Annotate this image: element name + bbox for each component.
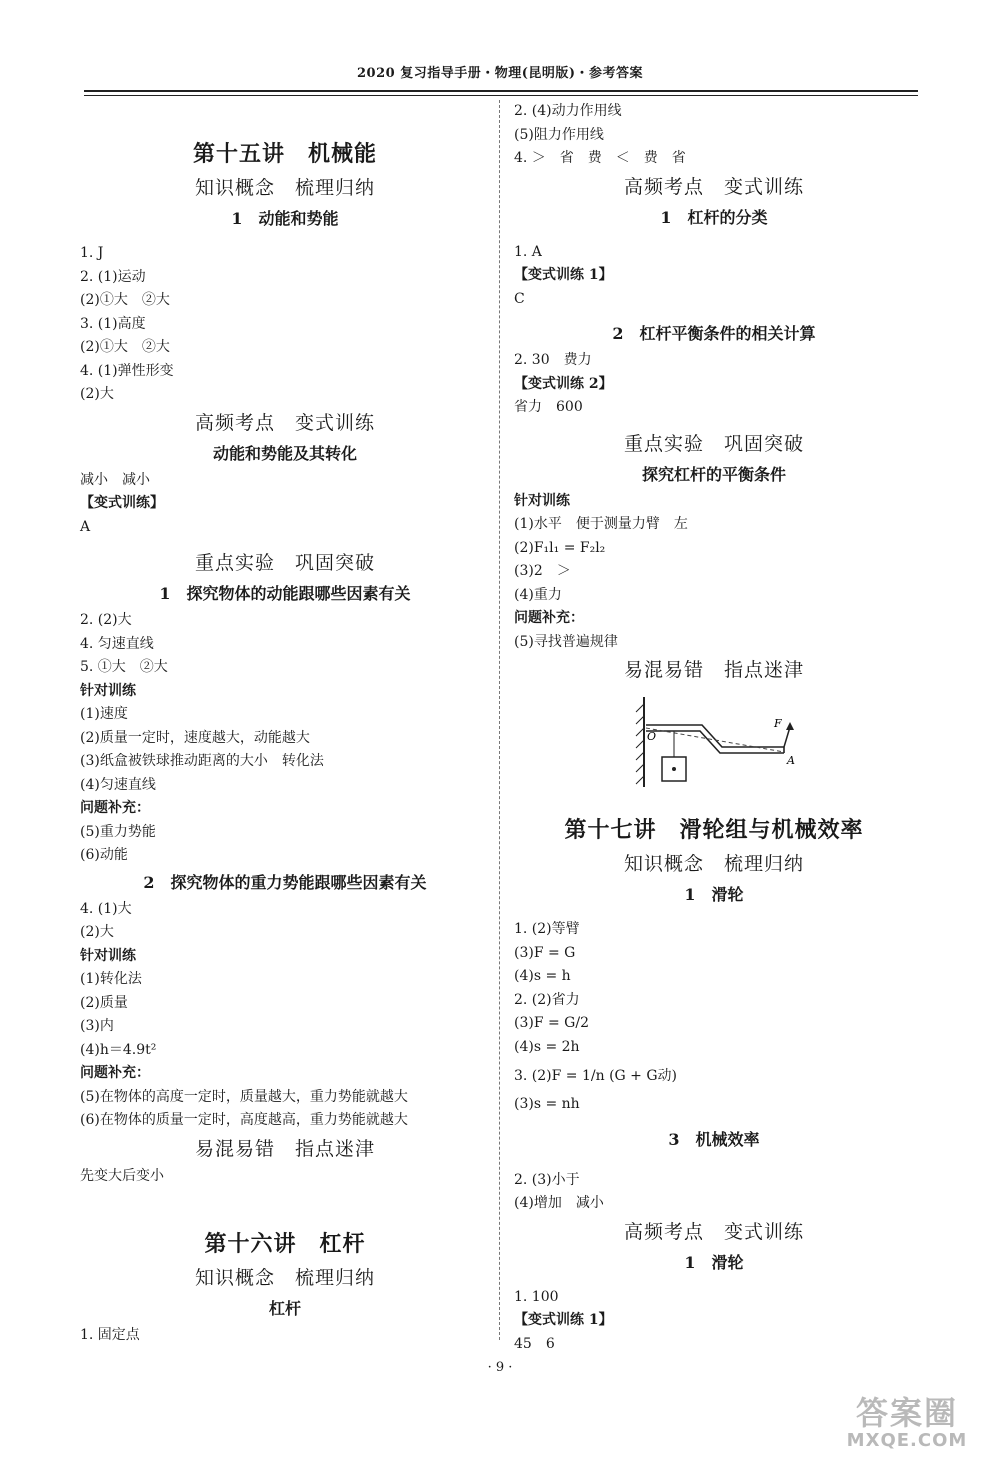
answer-line: 45 6: [514, 1335, 555, 1352]
section-heading: 重点实验 巩固突破: [194, 552, 375, 574]
variant-training-label: 【变式训练 1】: [514, 1312, 613, 1328]
lever-diagram: [624, 692, 804, 792]
answer-line: 2. (2)省力: [514, 991, 580, 1008]
answer-line: (4)匀速直线: [80, 776, 156, 793]
lecture-17-title: 第十七讲 滑轮组与机械效率: [564, 818, 864, 843]
subsection-heading: 1 杠杆的分类: [660, 207, 768, 227]
answer-line: (2)大: [80, 386, 114, 402]
answer-line: (3)纸盒被铁球推动距离的大小 转化法: [80, 753, 324, 769]
subsection-heading: 3 机械效率: [668, 1129, 760, 1149]
answer-line: A: [80, 518, 91, 535]
answer-line: 4. ＞ 省 费 ＜ 费 省: [514, 150, 686, 166]
watermark-url: MXQE.COM: [846, 1430, 968, 1451]
section-heading: 高频考点 变式训练: [194, 411, 375, 434]
answer-line: (2)质量一定时，速度越大，动能越大: [80, 729, 310, 746]
answer-line: (2)①大 ②大: [80, 339, 170, 355]
site-watermark: [822, 1395, 992, 1455]
answer-line: 5. ①大 ②大: [80, 659, 168, 675]
answer-line: (4)h＝4.9t²: [80, 1041, 157, 1058]
page-number: · 9 ·: [487, 1360, 513, 1375]
subsection-heading: 探究杠杆的平衡条件: [641, 464, 786, 484]
answer-line: 先变大后变小: [80, 1167, 164, 1184]
answer-line: (3)2 ＞: [514, 563, 571, 579]
training-label: 针对训练: [80, 947, 136, 964]
answer-line: 1. A: [514, 243, 542, 260]
variant-training-label: 【变式训练 2】: [514, 375, 613, 392]
section-heading: 知识概念 梳理归纳: [194, 177, 375, 199]
subsection-heading: 1 动能和势能: [231, 209, 339, 228]
answer-line: (4)重力: [514, 586, 562, 603]
variant-training-label: 【变式训练】: [80, 495, 164, 511]
answer-line: 3. (2)F = 1/n (G + G动): [514, 1068, 677, 1084]
supplement-label: 问题补充：: [80, 800, 150, 816]
left-column: [80, 138, 490, 1348]
subsection-heading: 1 探究物体的动能跟哪些因素有关: [159, 584, 411, 603]
watermark-logo-text: 答案圈: [855, 1394, 958, 1432]
section-heading: 易混易错 指点迷津: [623, 659, 804, 681]
section-heading: 易混易错 指点迷津: [194, 1137, 375, 1160]
subsection-heading: 1 滑轮: [684, 885, 744, 904]
section-heading: 重点实验 巩固突破: [623, 432, 804, 455]
label-f: F: [774, 717, 782, 730]
variant-training-label: 【变式训练 1】: [514, 267, 613, 283]
lecture-16-title: 第十六讲 杠杆: [204, 1232, 366, 1257]
answer-line: 2. (3)小于: [514, 1171, 580, 1188]
label-a: A: [787, 754, 795, 767]
answer-line: (6)在物体的质量一定时，高度越高，重力势能就越大: [80, 1112, 408, 1128]
answer-line: (4)s = 2h: [514, 1038, 580, 1055]
section-heading: 高频考点 变式训练: [623, 1220, 804, 1243]
answer-line: 3. (1)高度: [80, 315, 146, 332]
right-column: [514, 100, 914, 1356]
section-heading: 知识概念 梳理归纳: [623, 853, 804, 875]
answer-line: (1)水平 便于测量力臂 左: [514, 516, 688, 532]
column-divider: [499, 100, 500, 1340]
training-label: 针对训练: [514, 492, 570, 509]
answer-line: (6)动能: [80, 847, 128, 863]
answer-line: (4)增加 减小: [514, 1195, 604, 1211]
answer-line: (5)重力势能: [80, 823, 156, 840]
wall-hatching: [636, 704, 644, 784]
answer-line: 4. 匀速直线: [80, 635, 154, 652]
subsection-heading: 杠杆: [268, 1299, 301, 1318]
lecture-15-title: 第十五讲 机械能: [192, 142, 377, 167]
answer-line: 2. (2)大: [80, 612, 132, 628]
lever-upper: [646, 725, 784, 747]
subsection-heading: 2 杠杆平衡条件的相关计算: [612, 324, 816, 343]
subsection-heading: 动能和势能及其转化: [212, 443, 357, 463]
answer-line: 2. (4)动力作用线: [514, 103, 622, 119]
page-header-title: 2020 复习指导手册・物理(昆明版)・参考答案: [356, 66, 643, 81]
answer-line: 省力 600: [514, 399, 583, 415]
answer-line: (5)阻力作用线: [514, 126, 604, 143]
answer-line: (2)大: [80, 924, 114, 940]
answer-line: (3)F = G: [514, 944, 576, 961]
answer-line: 2. (1)运动: [80, 268, 146, 285]
answer-line: 4. (1)大: [80, 900, 132, 917]
answer-line: (5)寻找普遍规律: [514, 633, 618, 650]
answer-line: (2)F₁l₁ = F₂l₂: [514, 539, 606, 556]
answer-line: (2)质量: [80, 994, 128, 1011]
supplement-label: 问题补充：: [514, 610, 584, 626]
lever-lower: [646, 731, 784, 753]
header-rule-thick: [84, 90, 918, 92]
force-arrowhead: [786, 722, 794, 730]
answer-line: (1)速度: [80, 706, 128, 722]
answer-line: (2)①大 ②大: [80, 292, 170, 308]
section-heading: 知识概念 梳理归纳: [194, 1267, 375, 1289]
answer-line: C: [514, 290, 525, 307]
answer-line: (1)转化法: [80, 971, 142, 987]
section-heading: 高频考点 变式训练: [623, 175, 804, 198]
subsection-heading: 1 滑轮: [684, 1252, 744, 1272]
answer-line: (3)内: [80, 1018, 114, 1034]
answer-line: 1. J: [80, 245, 104, 261]
label-o: O: [647, 730, 657, 743]
answer-line: (4)s = h: [514, 968, 571, 984]
answer-line: (3)F = G/2: [514, 1015, 589, 1031]
answer-line: 1. 100: [514, 1288, 559, 1305]
answer-line: 1. 固定点: [80, 1327, 140, 1343]
subsection-heading: 2 探究物体的重力势能跟哪些因素有关: [143, 872, 427, 892]
answer-line: 2. 30 费力: [514, 352, 592, 368]
answer-line: (5)在物体的高度一定时，质量越大，重力势能就越大: [80, 1088, 408, 1105]
answer-line: 4. (1)弹性形变: [80, 362, 174, 379]
answer-line: (3)s = nh: [514, 1096, 580, 1112]
header-rule-thin: [84, 95, 918, 96]
answer-line: 1. (2)等臂: [514, 921, 580, 937]
training-label: 针对训练: [80, 682, 136, 699]
answer-line: 减小 减小: [80, 471, 150, 488]
supplement-label: 问题补充：: [80, 1065, 150, 1081]
